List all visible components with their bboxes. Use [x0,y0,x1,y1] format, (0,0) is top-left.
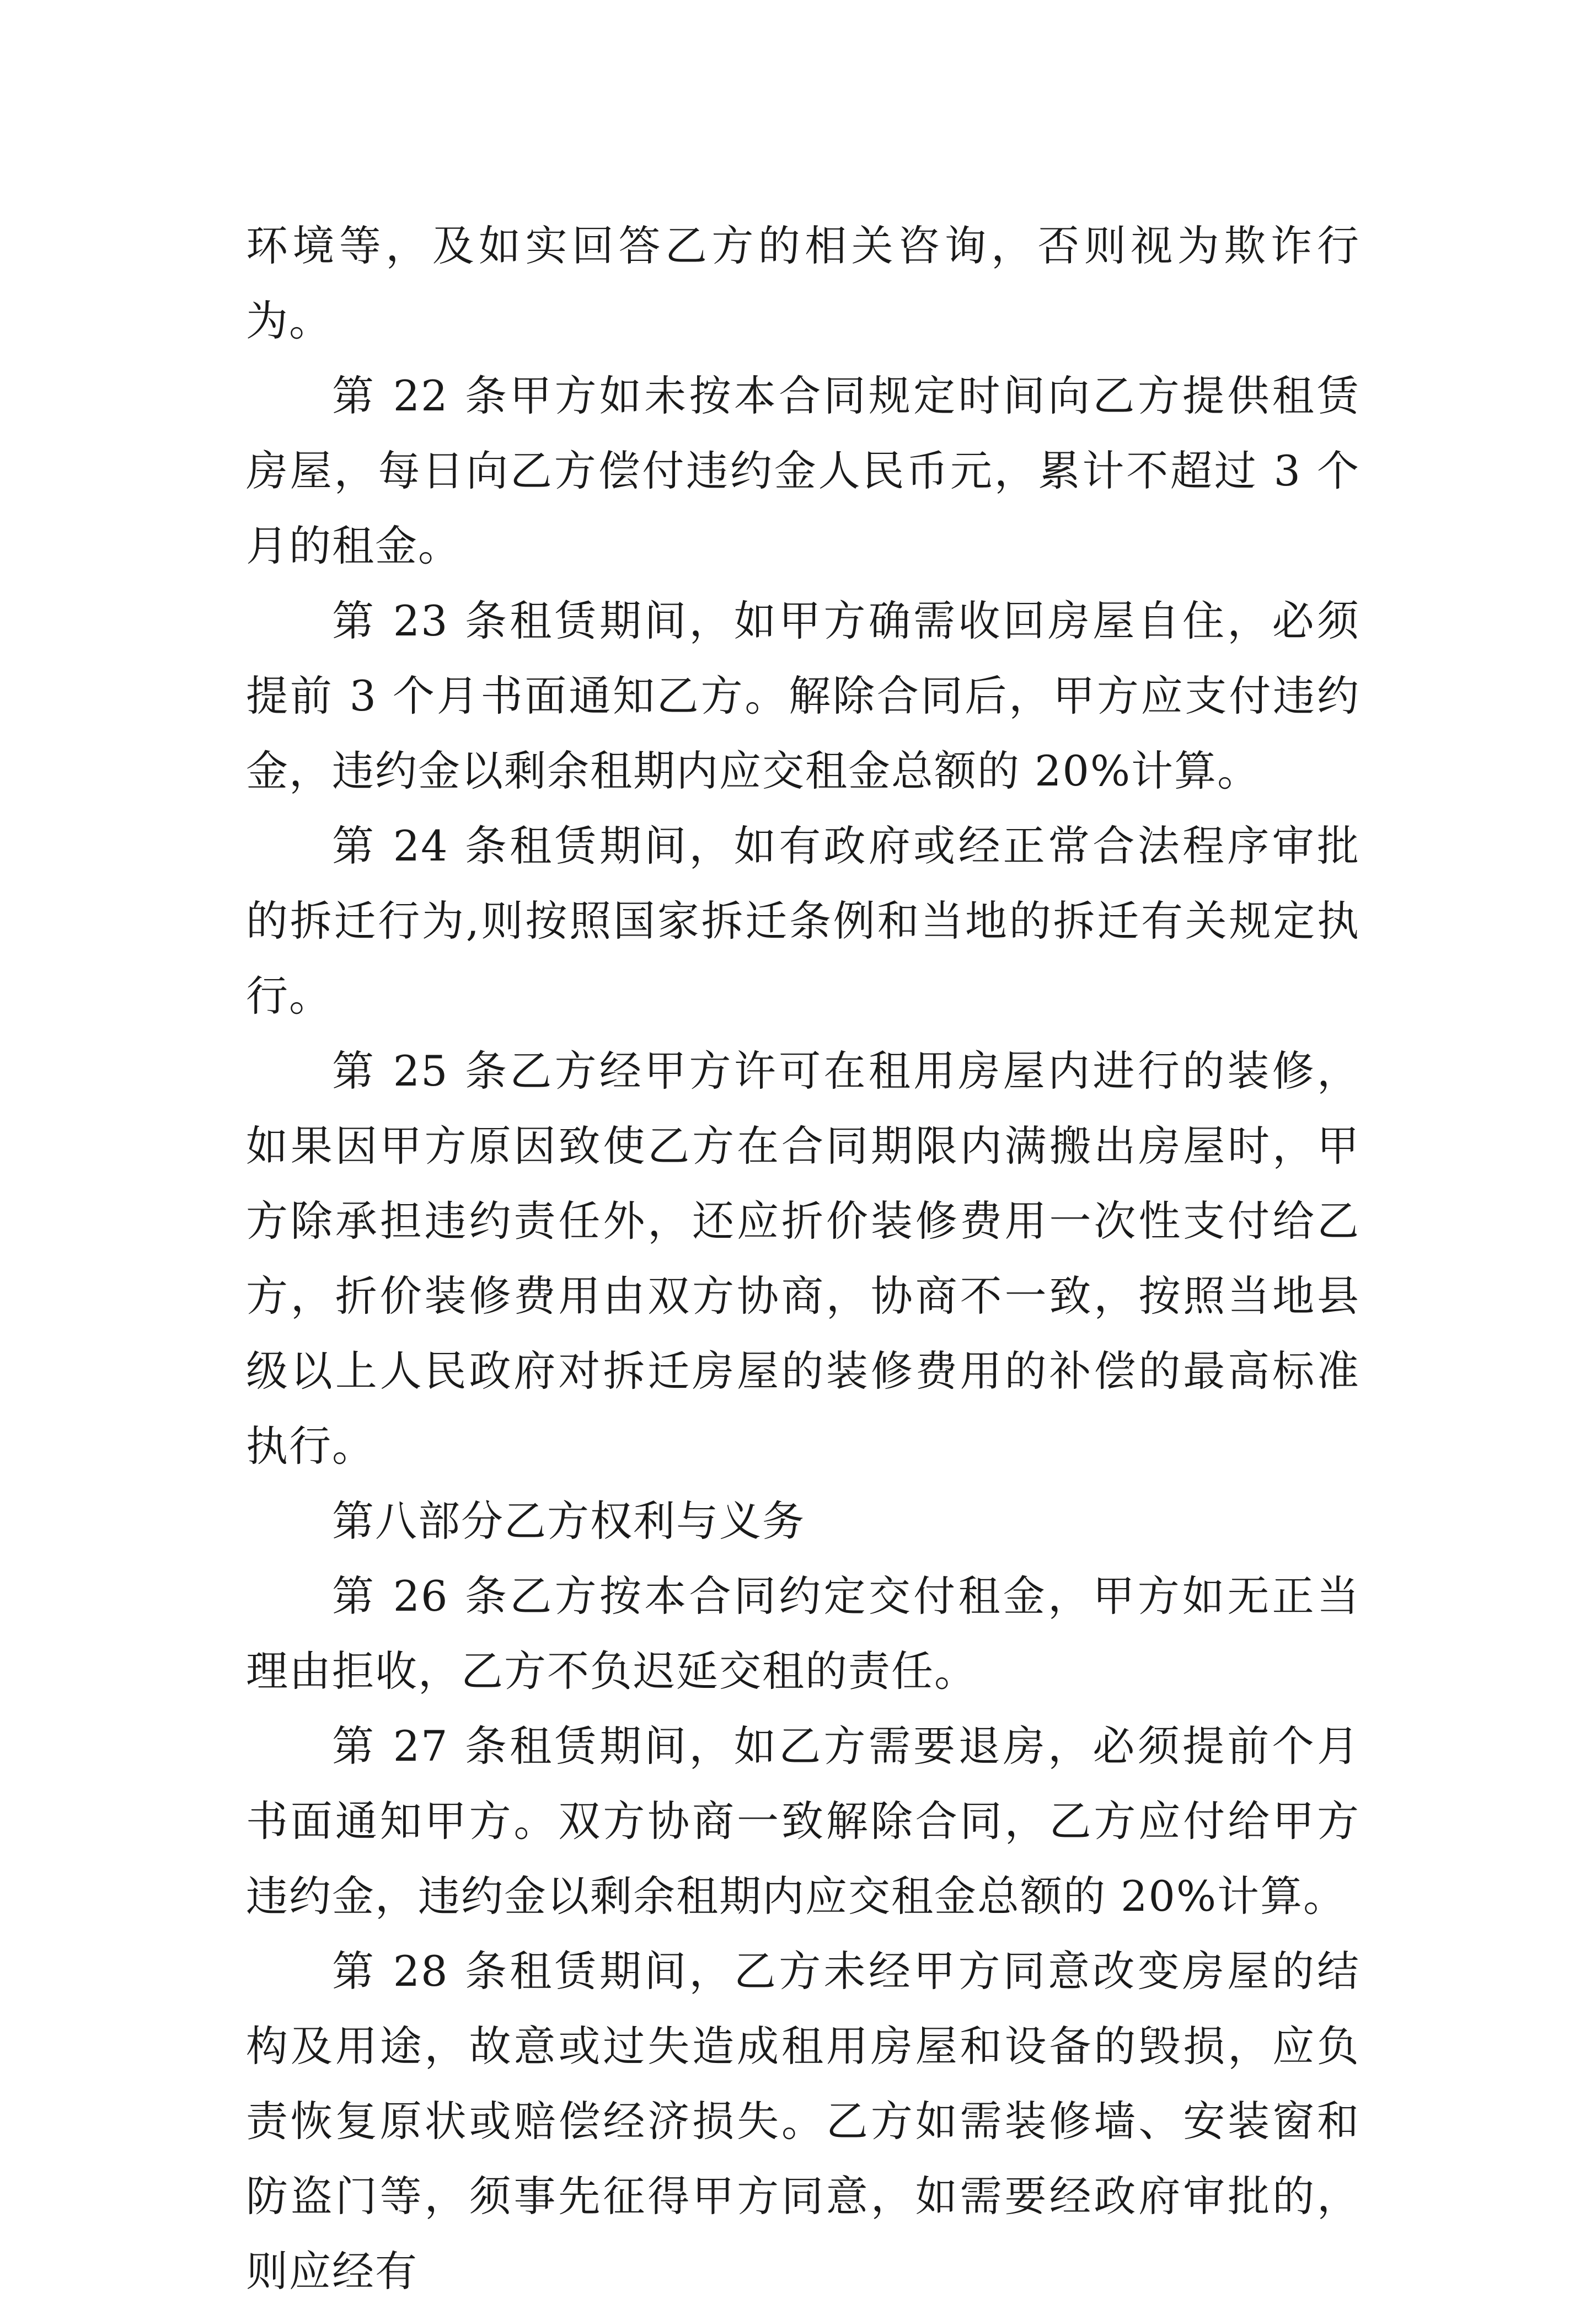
paragraph-article-28: 第 28 条租赁期间，乙方未经甲方同意改变房屋的结构及用途，故意或过失造成租用房屋和设备的毁损，应负责恢复原状或赔偿经济损失。乙方如需装修墙、安装窗和防盗门等，须事先征得甲方同意，如需要经政府审批的，则应经有 [246,1947,1360,2296]
paragraph-article-22: 第 22 条甲方如未按本合同规定时间向乙方提供租赁房屋，每日向乙方偿付违约金人民币元，累计不超过 3 个月的租金。 [246,371,1360,570]
section-heading-part-8: 第八部分乙方权利与义务 [332,1496,805,1546]
paragraph-article-26: 第 26 条乙方按本合同约定交付租金，甲方如无正当理由拒收，乙方不负迟延交租的责任。 [246,1572,1360,1696]
paragraph-article-27: 第 27 条租赁期间，如乙方需要退房，必须提前个月书面通知甲方。双方协商一致解除合同，乙方应付给甲方违约金，违约金以剩余租期内应交租金总额的 20%计算。 [246,1722,1360,1921]
paragraph-article-25: 第 25 条乙方经甲方许可在租用房屋内进行的装修，如果因甲方原因致使乙方在合同期限内满搬出房屋时，甲方除承担违约责任外，还应折价装修费用一次性支付给乙方，折价装修费用由双方协商，协商不一致，按照当地县级以上人民政府对拆迁房屋的装修费用的补偿的最高标准执行。 [246,1046,1360,1471]
paragraph-article-24: 第 24 条租赁期间，如有政府或经正常合法程序审批的拆迁行为,则按照国家拆迁条例和当地的拆迁有关规定执行。 [246,821,1360,1020]
paragraph-article-23: 第 23 条租赁期间，如甲方确需收回房屋自住，必须提前 3 个月书面通知乙方。解除合同后，甲方应支付违约金，违约金以剩余租期内应交租金总额的 20%计算。 [246,596,1360,795]
document-body [246,209,1360,2309]
paragraph-continuation: 环境等，及如实回答乙方的相关咨询，否则视为欺诈行为。 [246,221,1360,345]
